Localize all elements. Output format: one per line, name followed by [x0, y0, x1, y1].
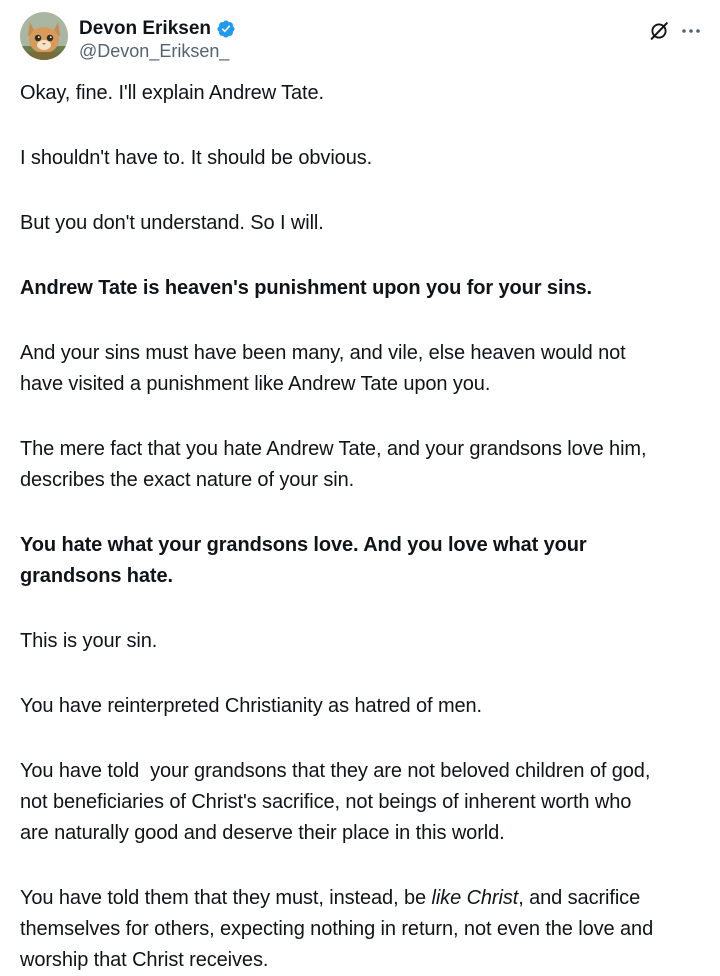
verified-badge-icon: [216, 19, 236, 39]
paragraph-11-text-b: , and sacrifice: [518, 887, 641, 909]
author-avatar[interactable]: [20, 12, 68, 60]
author-name-row: [79, 17, 236, 41]
author-handle[interactable]: @Devon_Eriksen_: [79, 41, 230, 61]
post-text: [20, 78, 706, 976]
paragraph-10-line-1: You have told your grandsons that they are not beloved children of god,: [20, 760, 651, 782]
author-display-name[interactable]: Devon Eriksen: [79, 18, 211, 39]
paragraph-10-line-2: not beneficiaries of Christ's sacrifice, not beings of inherent worth who: [20, 791, 632, 813]
paragraph-5-line-1: And your sins must have been many, and vile, else heaven would not: [20, 342, 626, 364]
paragraph-3: But you don't understand. So I will.: [20, 212, 324, 234]
paragraph-11-emphasis: like Christ: [431, 887, 519, 909]
post-header: [20, 12, 700, 68]
paragraph-11-line-1: [20, 883, 706, 914]
grok-icon[interactable]: [648, 20, 670, 42]
paragraph-1: Okay, fine. I'll explain Andrew Tate.: [20, 82, 324, 104]
paragraph-10-line-3: are naturally good and deserve their place in this world.: [20, 822, 505, 844]
paragraph-6-line-1: The mere fact that you hate Andrew Tate, and your grandsons love him,: [20, 438, 647, 460]
paragraph-2: I shouldn't have to. It should be obvious.: [20, 147, 373, 169]
paragraph-11-text-a: You have told them that they must, instead, be: [20, 887, 432, 909]
paragraph-7-line-2: grandsons hate.: [20, 565, 173, 587]
paragraph-9: You have reinterpreted Christianity as hatred of men.: [20, 695, 483, 717]
more-horizontal-icon[interactable]: [680, 21, 702, 41]
paragraph-4-bold: Andrew Tate is heaven's punishment upon you for your sins.: [20, 277, 593, 299]
paragraph-11-line-3: worship that Christ receives.: [20, 949, 269, 971]
paragraph-7-line-1: You hate what your grandsons love. And you love what your: [20, 534, 587, 556]
paragraph-6-line-2: describes the exact nature of your sin.: [20, 469, 355, 491]
cat-avatar-icon: [20, 12, 68, 60]
paragraph-8: This is your sin.: [20, 630, 158, 652]
paragraph-11-line-2: themselves for others, expecting nothing in return, not even the love and: [20, 918, 654, 940]
paragraph-5-line-2: have visited a punishment like Andrew Tate upon you.: [20, 373, 491, 395]
